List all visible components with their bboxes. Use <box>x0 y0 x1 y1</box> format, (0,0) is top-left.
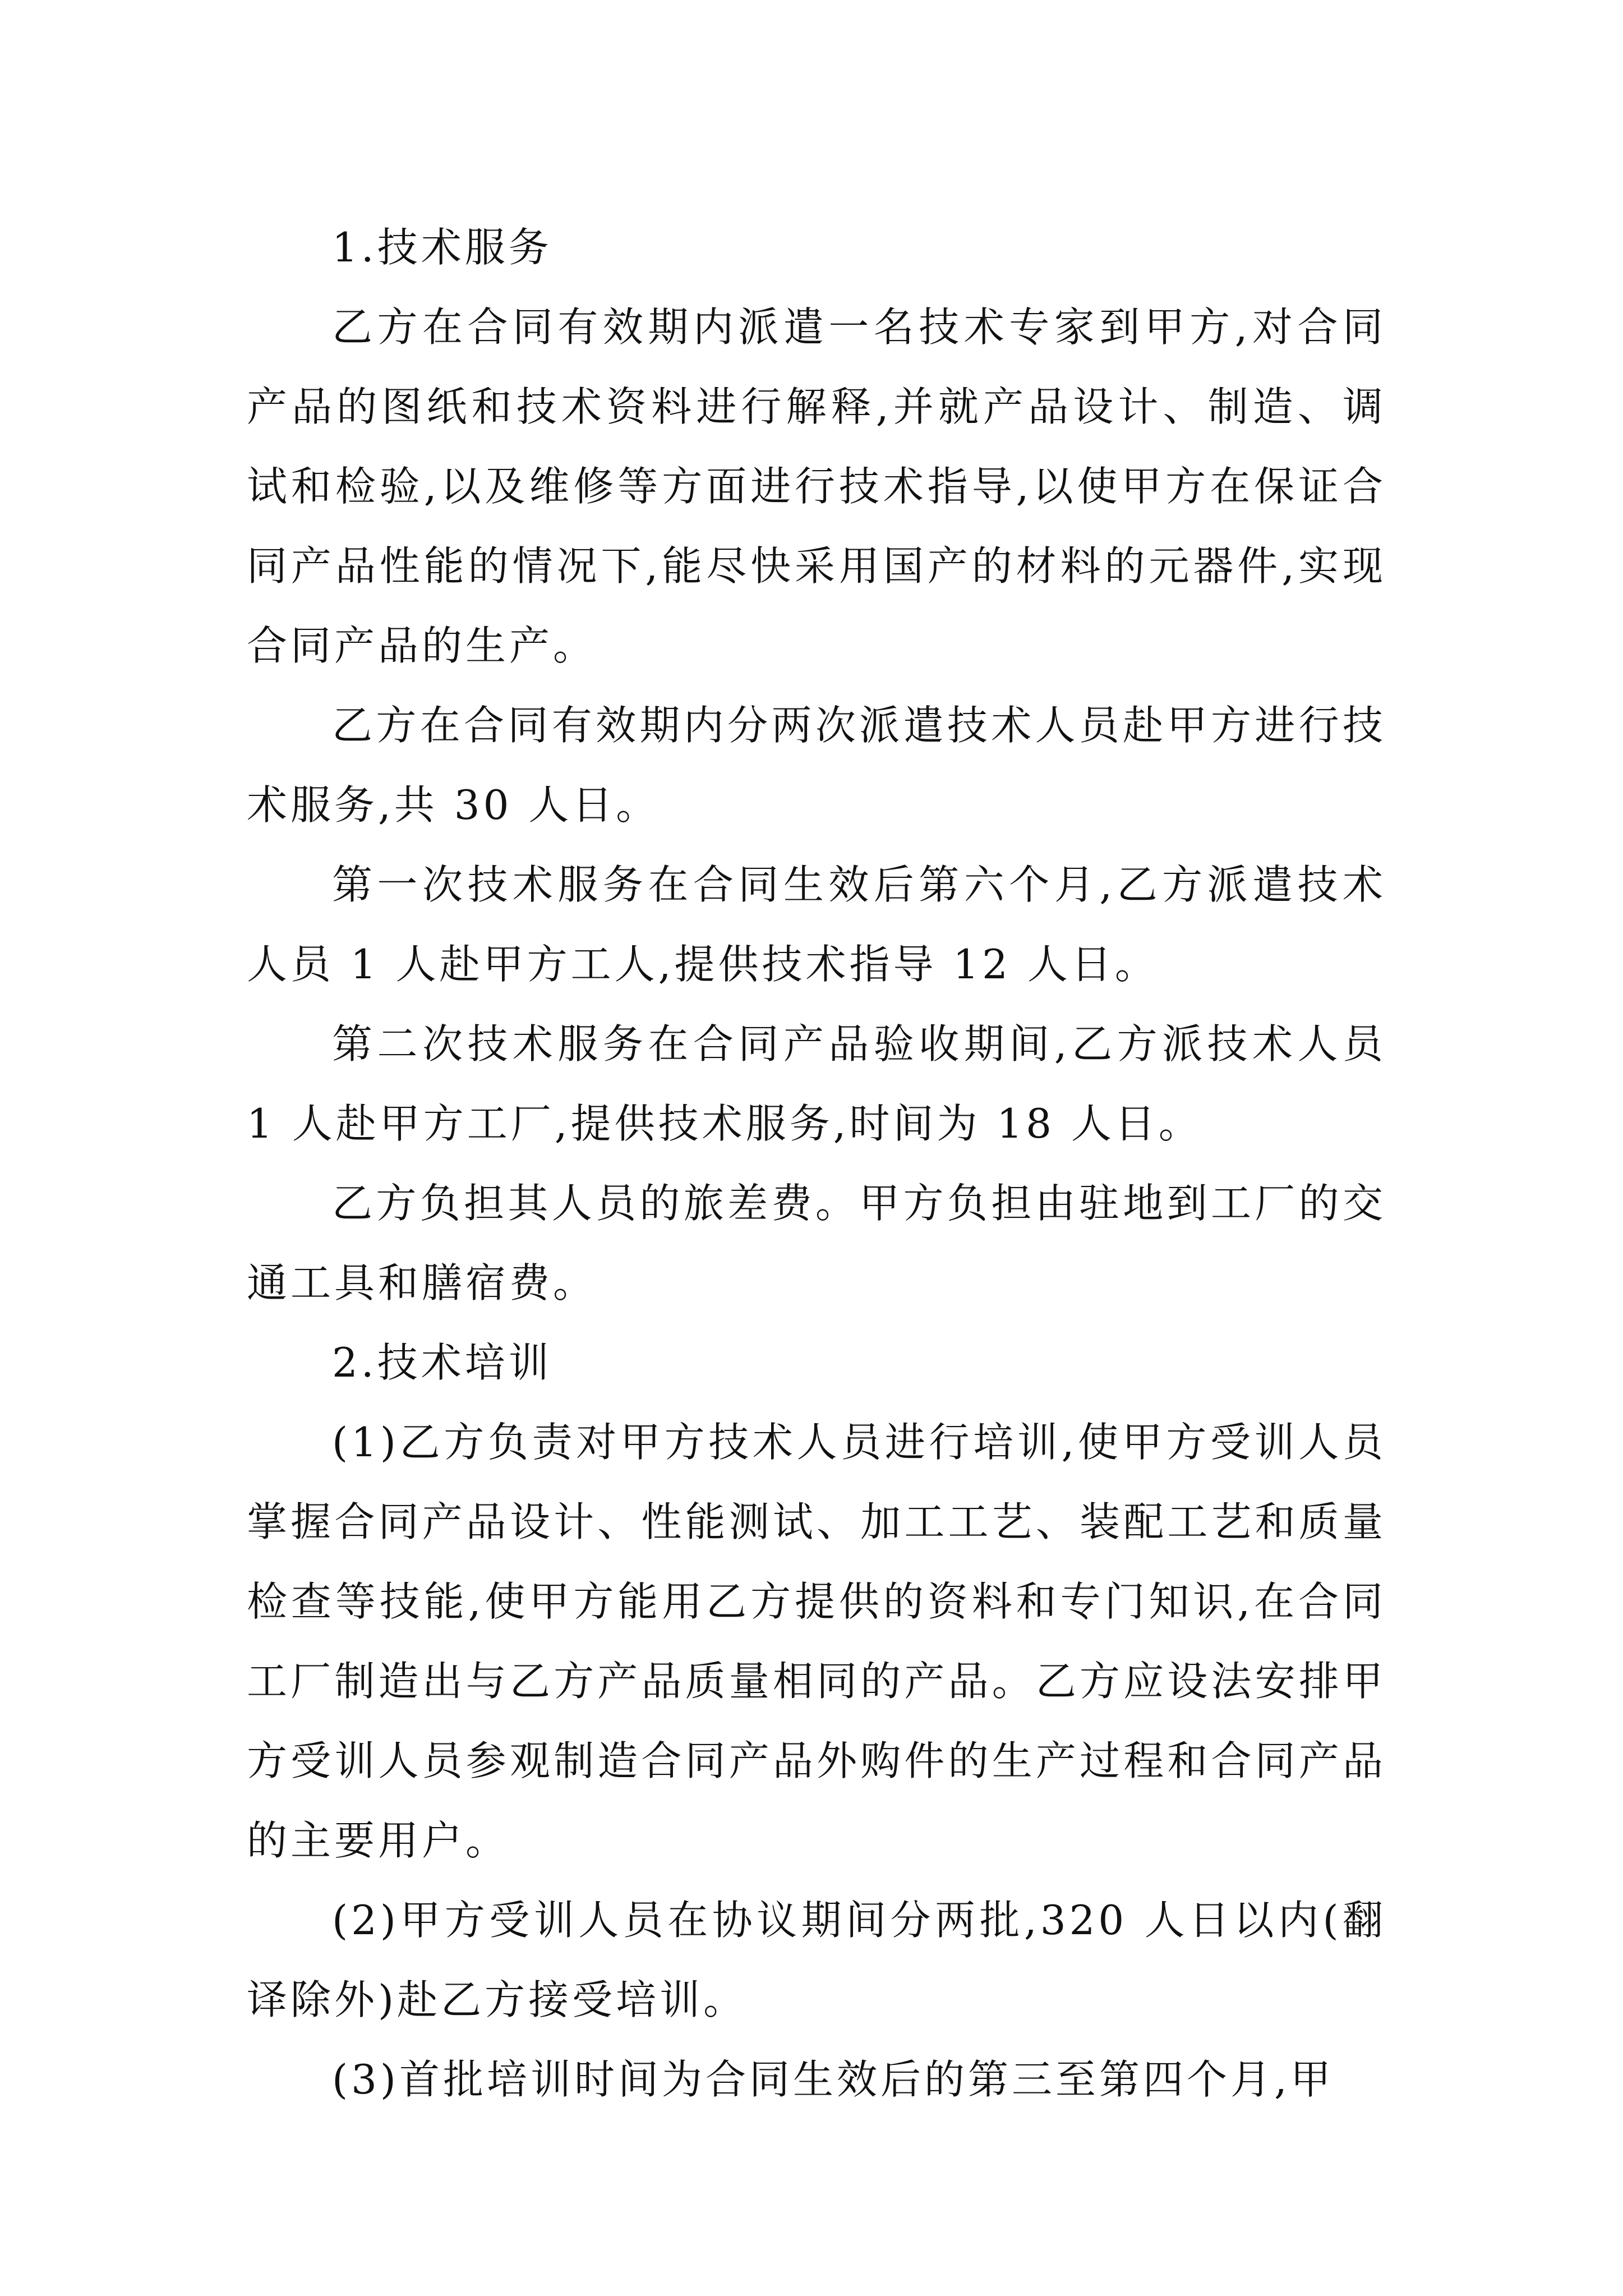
paragraph-training-2: (2)甲方受训人员在协议期间分两批,320 人日以内(翻译除外)赴乙方接受培训。 <box>247 1897 1386 2023</box>
paragraph-training-1: (1)乙方负责对甲方技术人员进行培训,使甲方受训人员掌握合同产品设计、性能测试、加工工艺、装配工艺和质量检查等技能,使甲方能用乙方提供的资料和专门知识,在合同工厂制造出与乙方产品质量相同的产品。乙方应设法安排甲方受训人员参观制造合同产品外购件的生产过程和合同产品的主要用户。 <box>247 1419 1386 1864</box>
document-page <box>247 208 1386 2119</box>
paragraph-training-3: (3)首批培训时间为合同生效后的第三至第四个月,甲 <box>332 2056 1334 2103</box>
paragraph-expert-dispatch: 乙方在合同有效期内派遣一名技术专家到甲方,对合同产品的图纸和技术资料进行解释,并就产品设计、制造、调试和检验,以及维修等方面进行技术指导,以使甲方在保证合同产品性能的情况下,能尽快采用国产的材料的元器件,实现合同产品的生产。 <box>247 303 1386 669</box>
paragraph-second-visit: 第二次技术服务在合同产品验收期间,乙方派技术人员 1 人赴甲方工厂,提供技术服务,时间为 18 人日。 <box>247 1020 1386 1147</box>
section-heading-technical-service: 1.技术服务 <box>332 224 552 271</box>
section-heading-technical-training: 2.技术培训 <box>332 1339 552 1386</box>
paragraph-two-visits: 乙方在合同有效期内分两次派遣技术人员赴甲方进行技术服务,共 30 人日。 <box>247 702 1386 829</box>
paragraph-expenses: 乙方负担其人员的旅差费。甲方负担由驻地到工厂的交通工具和膳宿费。 <box>247 1180 1386 1306</box>
paragraph-first-visit: 第一次技术服务在合同生效后第六个月,乙方派遣技术人员 1 人赴甲方工人,提供技术指导 12 人日。 <box>247 861 1386 988</box>
